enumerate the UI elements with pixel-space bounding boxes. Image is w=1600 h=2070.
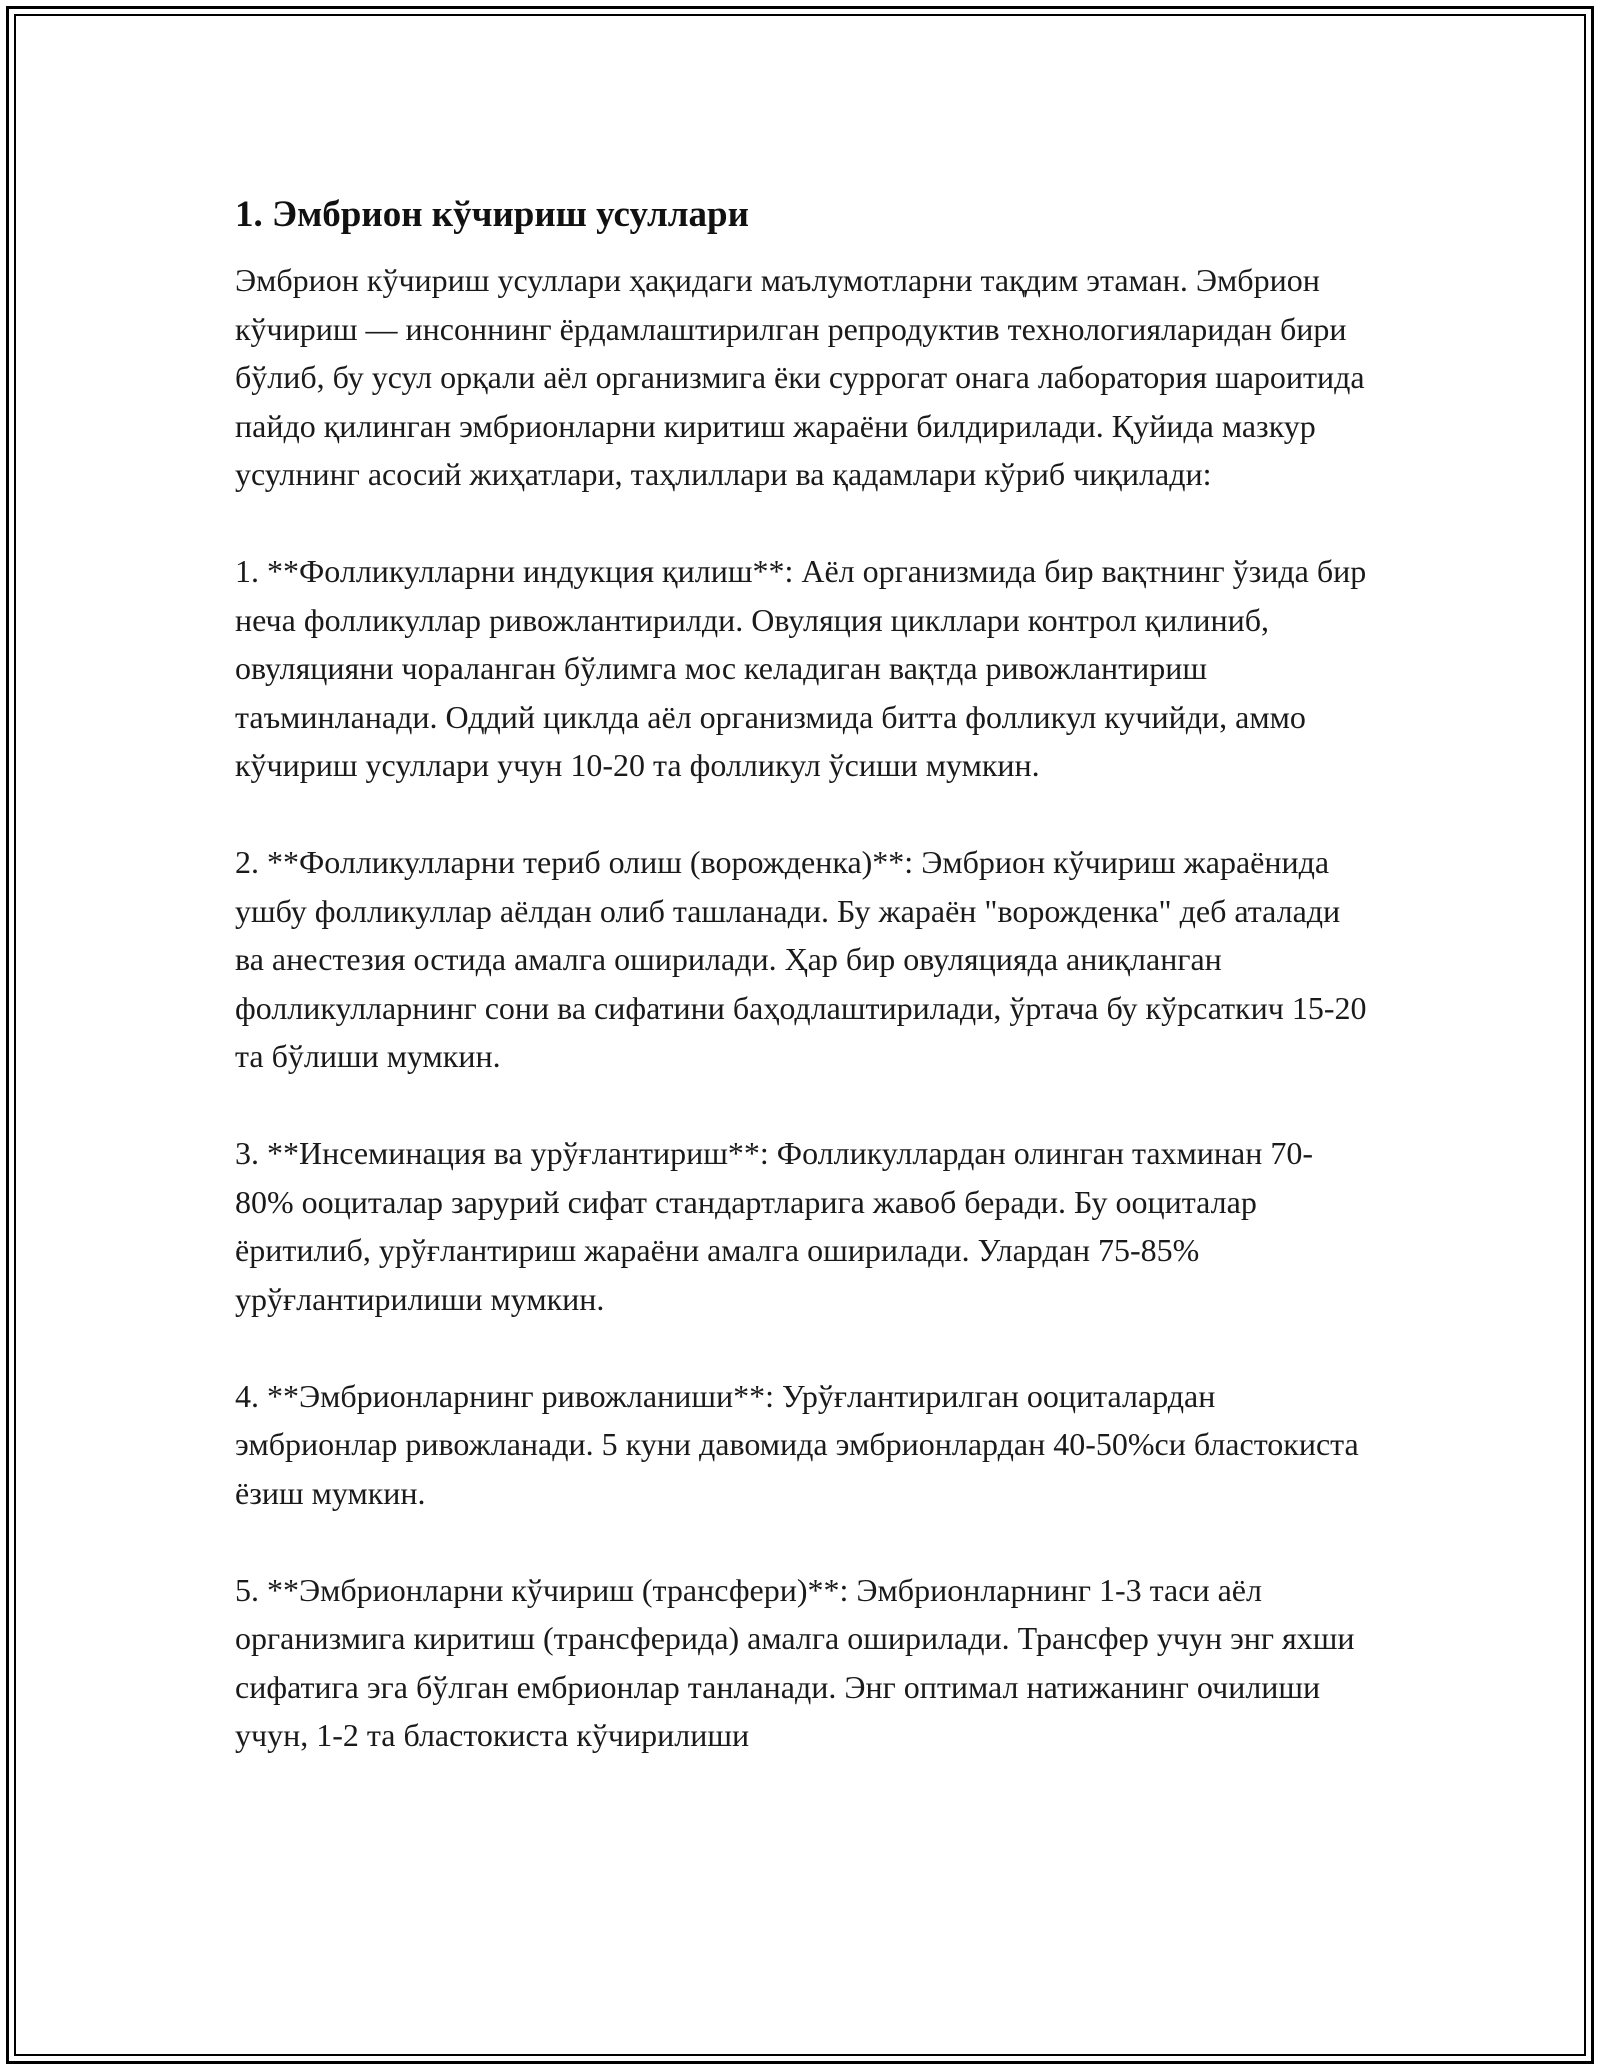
- paragraph-intro: Эмбрион кўчириш усуллари ҳақидаги маълумотларни тақдим этаман. Эмбрион кўчириш — инсоннинг ёрдамлаштирилган репродуктив технологияларидан бири бўлиб, бу усул орқали аёл организмига ёки суррогат онага лаборатория шароитида пайдо қилинган эмбрионларни киритиш жараёни билдирилади. Қуйида мазкур усулнинг асосий жиҳатлари, таҳлиллари ва қадамлари кўриб чиқилади:: [235, 262, 1365, 492]
- paragraph-step-5: 5. **Эмбрионларни кўчириш (трансфери)**: Эмбрионларнинг 1-3 таси аёл организмига киритиш (трансферида) амалга оширилади. Трансфер учун энг яхши сифатига эга бўлган ембрионлар танланади. Энг оптимал натижанинг очилиши учун, 1-2 та бластокиста кўчирилиши: [235, 1571, 1355, 1753]
- paragraph-step-3: 3. **Инсеминация ва урўғлантириш**: Фолликуллардан олинган тахминан 70-80% ооциталар зарурий сифат стандартларига жавоб беради. Бу ооциталар ёритилиб, урўғлантириш жараёни амалга оширилади. Улардан 75-85% урўғлантирилиши мумкин.: [235, 1135, 1314, 1317]
- document-body: [235, 186, 1370, 1808]
- paragraph-step-1: 1. **Фолликулларни индукция қилиш**: Аёл организмида бир вақтнинг ўзида бир неча фолликуллар ривожлантирилди. Овуляция цикллари контрол қилиниб, овуляцияни чораланган бўлимга мос келадиган вақтда ривожлантириш таъминланади. Оддий циклда аёл организмида битта фолликул кучийди, аммо кўчириш усуллари учун 10-20 та фолликул ўсиши мумкин.: [235, 553, 1367, 783]
- paragraph-step-2: 2. **Фолликулларни териб олиш (ворожденка)**: Эмбрион кўчириш жараёнида ушбу фолликуллар аёлдан олиб ташланади. Бу жараён "ворожденка" деб аталади ва анестезия остида амалга оширилади. Ҳар бир овуляцияда аниқланган фолликулларнинг сони ва сифатини баҳодлаштирилади, ўртача бу кўрсаткич 15-20 та бўлиши мумкин.: [235, 844, 1367, 1074]
- paragraph-step-4: 4. **Эмбрионларнинг ривожланиши**: Урўғлантирилган ооциталардан эмбрионлар ривожланади. 5 куни давомида эмбрионлардан 40-50%си бластокиста ёзиш мумкин.: [235, 1377, 1359, 1511]
- document-title: 1. Эмбрион кўчириш усуллари: [235, 194, 749, 235]
